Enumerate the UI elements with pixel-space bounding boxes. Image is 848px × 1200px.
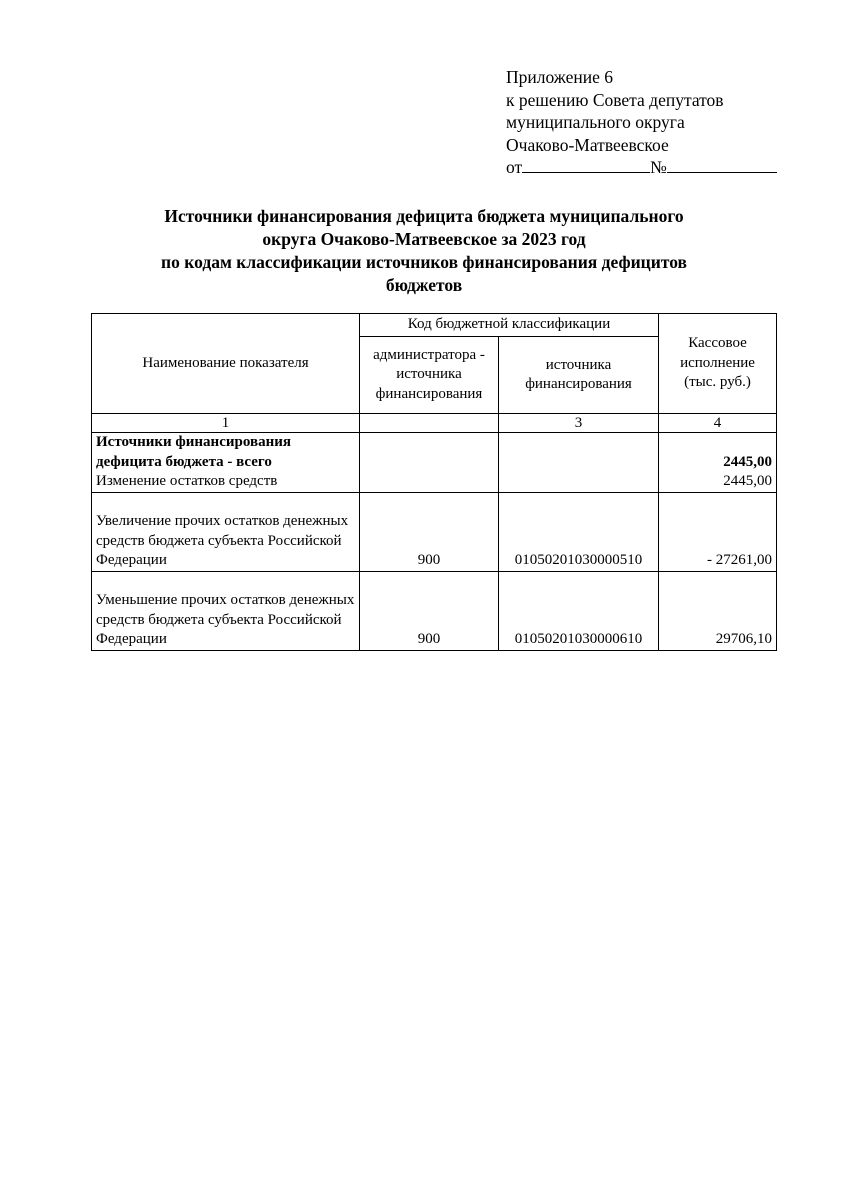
row-admin: 900	[417, 552, 441, 568]
table-row	[92, 571, 777, 650]
row-value-cell	[659, 571, 777, 650]
row-value-cell	[659, 492, 777, 571]
row-admin-cell	[360, 571, 499, 650]
title-line-1: Источники финансирования дефицита бюджета муниципального	[164, 206, 684, 226]
date-blank	[522, 156, 650, 173]
column-number: 1	[92, 414, 360, 433]
row-source: 01050201030000610	[514, 631, 643, 647]
row-admin-cell	[360, 492, 499, 571]
row-name-cell	[92, 492, 360, 571]
date-label: от	[506, 157, 523, 177]
row-admin-cell	[360, 433, 499, 493]
row-value: - 27261,00	[707, 552, 773, 568]
column-number-row	[92, 414, 777, 433]
title-line-3: по кодам классификации источников финансирования дефицитов	[161, 252, 687, 272]
number-label: №	[650, 157, 667, 177]
row-value-cell	[659, 433, 777, 493]
appendix-district: муниципального округа	[506, 112, 685, 132]
column-number: 4	[659, 414, 777, 433]
financing-sources-table	[91, 313, 777, 651]
header-code-group: Код бюджетной классификации	[360, 314, 659, 337]
table-row	[92, 433, 777, 493]
row-name: Уменьшение прочих остатков денежных средств бюджета субъекта Российской Федерации	[96, 592, 355, 647]
header-execution: Кассовое исполнение (тыс. руб.)	[659, 314, 777, 414]
row-name-cell	[92, 571, 360, 650]
number-blank	[667, 156, 777, 173]
header-name: Наименование показателя	[92, 314, 360, 414]
appendix-date-line	[506, 156, 777, 179]
row-name-cell	[92, 433, 360, 493]
column-number: 3	[499, 414, 659, 433]
row-source-cell	[499, 492, 659, 571]
appendix-decision: к решению Совета депутатов	[506, 89, 724, 110]
row-value: 2445,00	[723, 473, 773, 489]
table-row	[92, 492, 777, 571]
row-value: 29706,10	[715, 631, 773, 647]
row-source-cell	[499, 571, 659, 650]
row-source-cell	[499, 433, 659, 493]
title-line-2: округа Очаково-Матвеевское за 2023 год	[262, 229, 586, 249]
column-number	[360, 414, 499, 433]
appendix-district-name: Очаково-Матвеевское	[506, 134, 669, 155]
header-admin: администратора - источника финансирования	[360, 337, 499, 414]
header-source: источника финансирования	[499, 337, 659, 414]
row-admin: 900	[417, 631, 441, 647]
document-title	[60, 205, 788, 297]
appendix-header	[506, 66, 777, 179]
appendix-number: Приложение 6	[506, 67, 614, 87]
row-name: Увеличение прочих остатков денежных средств бюджета субъекта Российской Федерации	[96, 513, 349, 568]
row-name: Источники финансирования дефицита бюджета - всего	[96, 434, 291, 470]
row-name: Изменение остатков средств	[96, 473, 278, 489]
title-line-4: бюджетов	[385, 275, 463, 295]
row-source: 01050201030000510	[514, 552, 643, 568]
row-value: 2445,00	[723, 453, 773, 470]
